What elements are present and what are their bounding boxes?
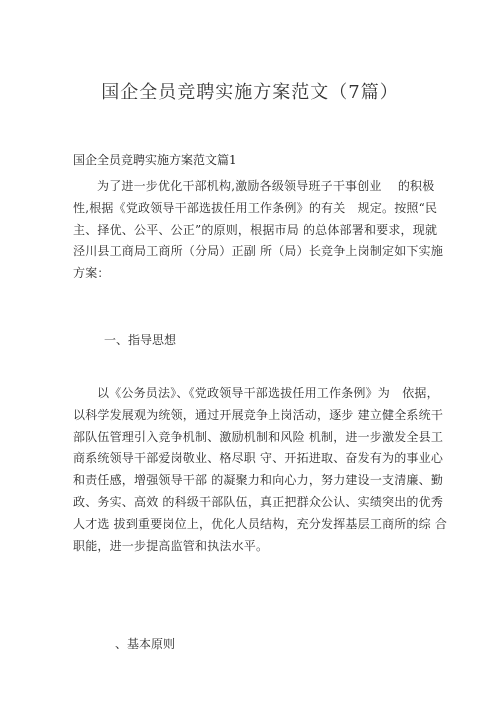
- paragraph-line: 以科学发展观为统领，通过开展竞争上岗活动，逐步 建立健全系统干: [73, 407, 444, 422]
- paragraph-line: 政、务实、高效 的科级干部队伍，真正把群众公认、实绩突出的优秀: [73, 494, 444, 509]
- section-heading-basic-principles: 、基本原则: [115, 637, 176, 651]
- paragraph-line: 性,根据《党政领导干部选拔任用工作条例》的有关 规定。按照“民: [73, 200, 438, 215]
- paragraph-line: 人才选 拔到重要岗位上，优化人员结构，充分发挥基层工商所的综 合: [73, 516, 448, 531]
- paragraph-line: 主、择优、公平、公正”的原则，根据市局 的总体部署和要求，现就: [73, 222, 438, 237]
- paragraph-line: 方案：: [73, 266, 110, 281]
- paragraph-line: 商系统领导干部爱岗敬业、格尽职 守、开拓进取、奋发有为的事业心: [73, 451, 444, 466]
- paragraph-line: 泾川县工商局工商所（分局）正副 所（局）长竞争上岗制定如下实施: [73, 244, 444, 259]
- paragraph-line: 职能，进一步提高监管和执法水平。: [73, 538, 269, 553]
- paragraph-guiding-ideology: [73, 383, 448, 557]
- paragraph-purpose: [73, 176, 444, 285]
- document-title: 国企全员竞聘实施方案范文（7篇）: [101, 82, 399, 103]
- paragraph-line: 和责任感，增强领导干部 的凝聚力和向心力，努力建设一支清廉、勤: [73, 473, 444, 488]
- section-heading-guiding-ideology: 一、指导思想: [104, 333, 177, 347]
- paragraph-line: 为了进一步优化干部机构,激励各级领导班子干事创业 的积极: [97, 179, 435, 193]
- document-subtitle: 国企全员竞聘实施方案范文篇1: [73, 153, 237, 167]
- paragraph-line: 部队伍管理引入竞争机制、激励机制和风险 机制，进一步激发全县工: [73, 429, 444, 444]
- paragraph-line: 以《公务员法》、《党政领导干部选拔任用工作条例》为 依据，: [97, 386, 439, 400]
